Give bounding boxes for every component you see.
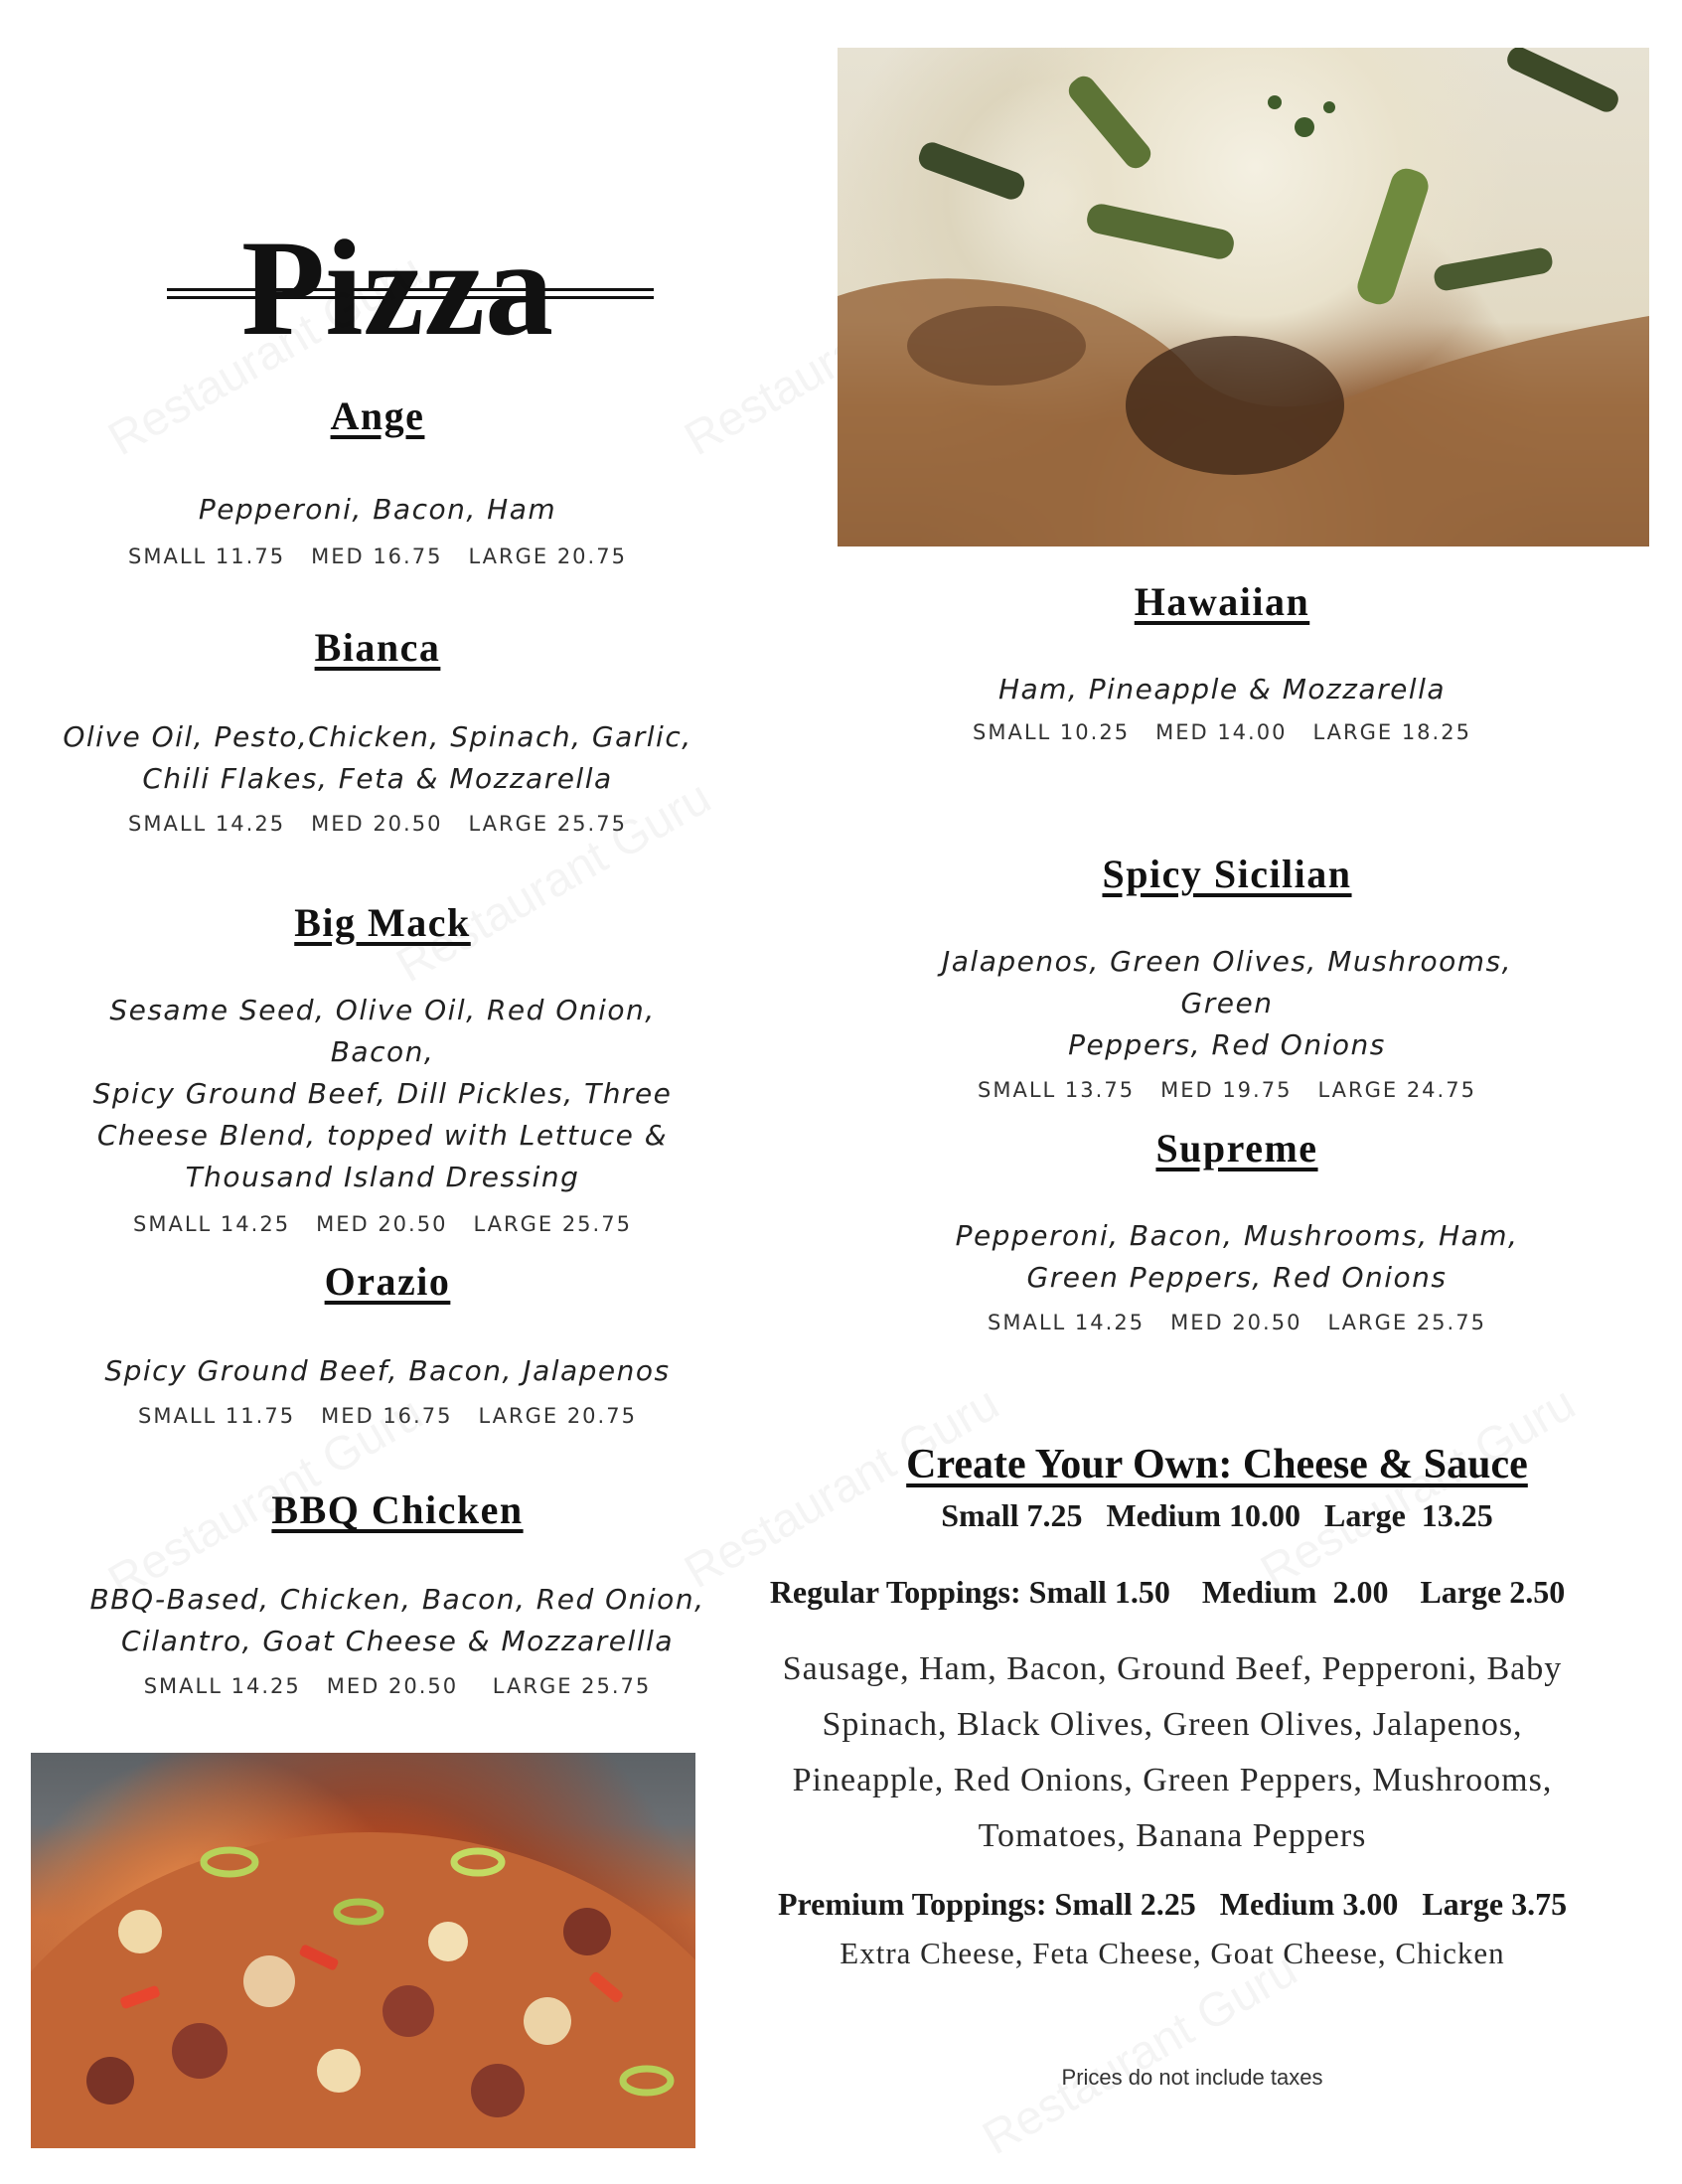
item-prices: SMALL 11.75 MED 16.75 LARGE 20.75 <box>128 545 627 568</box>
item-name: Bianca <box>314 625 441 670</box>
item-description: Spicy Ground Beef, Dill Pickles, Three <box>92 1077 673 1110</box>
item-name: Spicy Sicilian <box>1102 852 1352 896</box>
item-name: Hawaiian <box>1134 579 1310 624</box>
menu-item-hawaiian <box>914 578 1530 744</box>
item-description: BBQ-Based, Chicken, Bacon, Red Onion, <box>89 1583 705 1616</box>
menu-item-big-mack <box>60 899 705 1236</box>
title-double-rule <box>167 288 654 299</box>
white-pizza-illustration <box>838 48 1649 546</box>
premium-toppings-prices: Premium Toppings: Small 2.25 Medium 3.00 Large 3.75 <box>777 1886 1568 1922</box>
item-description: Jalapenos, Green Olives, Mushrooms, Green <box>942 945 1512 1019</box>
item-description: Peppers, Red Onions <box>1068 1028 1386 1061</box>
menu-item-bianca <box>60 624 695 836</box>
item-description: Pepperoni, Bacon, Ham <box>198 493 557 526</box>
menu-item-spicy-sicilian <box>899 851 1555 1102</box>
item-prices: SMALL 14.25 MED 20.50 LARGE 25.75 <box>143 1674 652 1698</box>
menu-item-bbq-chicken <box>75 1486 720 1698</box>
item-description: Sesame Seed, Olive Oil, Red Onion, Bacon, <box>109 994 656 1068</box>
item-description: Green Peppers, Red Onions <box>1026 1261 1448 1294</box>
topping-line: Tomatoes, Banana Peppers <box>978 1817 1367 1854</box>
item-prices: SMALL 13.75 MED 19.75 LARGE 24.75 <box>978 1078 1476 1102</box>
topping-line: Pineapple, Red Onions, Green Peppers, Mushrooms, <box>792 1762 1553 1798</box>
item-prices: SMALL 11.75 MED 16.75 LARGE 20.75 <box>138 1404 637 1428</box>
item-name: Orazio <box>324 1259 451 1304</box>
supreme-pizza-photo <box>31 1753 695 2148</box>
item-description: Ham, Pineapple & Mozzarella <box>997 673 1447 705</box>
item-prices: SMALL 14.25 MED 20.50 LARGE 25.75 <box>988 1311 1486 1334</box>
watermark <box>974 1943 1306 2166</box>
menu-item-supreme <box>914 1125 1560 1334</box>
page-title: Pizza <box>240 212 554 365</box>
tax-note: Prices do not include taxes <box>1061 2065 1323 2090</box>
item-description: Spicy Ground Beef, Bacon, Jalapenos <box>104 1354 671 1387</box>
item-prices: SMALL 10.25 MED 14.00 LARGE 18.25 <box>973 720 1471 744</box>
item-description: Olive Oil, Pesto,Chicken, Spinach, Garlic, <box>63 720 692 753</box>
menu-item-ange <box>79 392 676 568</box>
item-name: Big Mack <box>294 900 471 945</box>
supreme-pizza-illustration <box>31 1753 695 2148</box>
menu-item-orazio <box>79 1258 695 1428</box>
regular-toppings-list <box>695 1641 1649 1864</box>
topping-line: Sausage, Ham, Bacon, Ground Beef, Pepperoni, Baby <box>782 1650 1563 1687</box>
item-description: Chili Flakes, Feta & Mozzarella <box>142 762 613 795</box>
item-name: BBQ Chicken <box>271 1487 524 1532</box>
item-name: Supreme <box>1155 1126 1318 1170</box>
premium-toppings-list <box>715 1932 1629 1975</box>
regular-toppings-prices: Regular Toppings: Small 1.50 Medium 2.00 Large 2.50 <box>769 1574 1566 1610</box>
item-description: Cilantro, Goat Cheese & Mozzarellla <box>120 1625 675 1657</box>
topping-line: Extra Cheese, Feta Cheese, Goat Cheese, Chicken <box>840 1936 1505 1970</box>
item-description: Cheese Blend, topped with Lettuce & <box>96 1119 669 1152</box>
item-description: Thousand Island Dressing <box>185 1161 580 1193</box>
item-prices: SMALL 14.25 MED 20.50 LARGE 25.75 <box>133 1212 632 1236</box>
white-pizza-photo <box>838 48 1649 546</box>
topping-line: Spinach, Black Olives, Green Olives, Jalapenos, <box>822 1706 1523 1743</box>
item-prices: SMALL 14.25 MED 20.50 LARGE 25.75 <box>128 812 627 836</box>
create-your-own-title: Create Your Own: Cheese & Sauce <box>906 1442 1528 1487</box>
item-name: Ange <box>330 393 425 438</box>
create-your-own-base-prices: Small 7.25 Medium 10.00 Large 13.25 <box>941 1497 1493 1533</box>
item-description: Pepperoni, Bacon, Mushrooms, Ham, <box>955 1219 1519 1252</box>
